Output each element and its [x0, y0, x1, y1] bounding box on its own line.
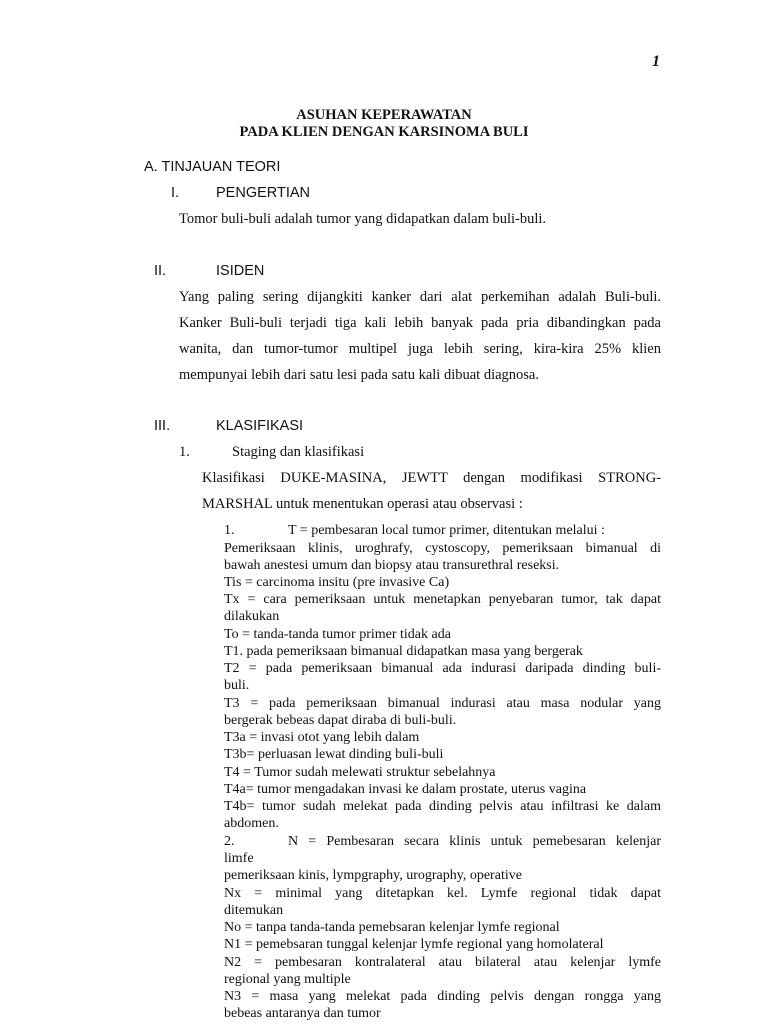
- section-2-line: wanita, dan tumor-tumor multipel juga lebih sering, kira-kira 25% klien: [179, 341, 661, 357]
- section-a-heading: A. TINJAUAN TEORI: [144, 159, 281, 175]
- section-1-text: Tomor buli-buli adalah tumor yang didapatkan dalam buli-buli.: [179, 211, 547, 227]
- classification-line: Nx = minimal yang ditetapkan kel. Lymfe regional tidak dapat: [224, 886, 661, 901]
- classification-line: Tx = cara pemeriksaan untuk menetapkan penyebaran tumor, tak dapat: [224, 592, 661, 607]
- list-item-text: N = Pembesaran secara klinis untuk pemebesaran kelenjar: [288, 834, 661, 849]
- classification-line: Tis = carcinoma insitu (pre invasive Ca): [224, 575, 450, 590]
- classification-line: T3b= perluasan lewat dinding buli-buli: [224, 747, 444, 762]
- classification-line: To = tanda-tanda tumor primer tidak ada: [224, 627, 451, 642]
- list-item-number: 1.: [224, 523, 235, 538]
- classification-line: T1. pada pemeriksaan bimanual didapatkan masa yang bergerak: [224, 644, 583, 659]
- section-3-heading: KLASIFIKASI: [216, 418, 304, 434]
- subsection-number: 1.: [179, 444, 190, 460]
- classification-line: Pemeriksaan klinis, uroghrafy, cystoscopy, pemeriksaan bimanual di: [224, 541, 661, 556]
- subsection-title: Staging dan klasifikasi: [232, 444, 365, 460]
- classification-line: T4 = Tumor sudah melewati struktur sebelahnya: [224, 765, 496, 780]
- page-number: 1: [652, 53, 660, 70]
- section-2-line: Kanker Buli-buli terjadi tiga kali lebih banyak pada pria dibandingkan pada: [179, 315, 661, 331]
- classification-line: regional yang multiple: [224, 972, 351, 987]
- classification-line: N3 = masa yang melekat pada dinding pelvis dengan rongga yang: [224, 989, 661, 1004]
- section-2-line: mempunyai lebih dari satu lesi pada satu kali dibuat diagnosa.: [179, 367, 539, 383]
- list-item-1: [224, 522, 661, 539]
- classification-line: T3a = invasi otot yang lebih dalam: [224, 730, 420, 745]
- classification-line: bawah anestesi umum dan biopsy atau transurethral reseksi.: [224, 558, 560, 573]
- classification-line: dilakukan: [224, 609, 280, 624]
- classification-line: T2 = pada pemeriksaan bimanual ada indurasi daripada dinding buli-: [224, 661, 661, 676]
- title-line-1: ASUHAN KEPERAWATAN: [296, 107, 472, 123]
- list-item-text: T = pembesaran local tumor primer, ditentukan melalui :: [288, 523, 605, 538]
- section-2-line: Yang paling sering dijangkiti kanker dari alat perkemihan adalah Buli-buli.: [179, 289, 661, 305]
- classification-line: limfe: [224, 851, 254, 866]
- classification-line: bebeas antaranya dan tumor: [224, 1006, 381, 1021]
- classification-line: buli.: [224, 678, 250, 693]
- classification-line: bergerak bebeas dapat diraba di buli-buli.: [224, 713, 457, 728]
- section-3-number: III.: [154, 418, 171, 434]
- classification-line: N2 = pembesaran kontralateral atau bilateral atau kelenjar lymfe: [224, 955, 661, 970]
- classification-line: T4a= tumor mengadakan invasi ke dalam prostate, uterus vagina: [224, 782, 587, 797]
- classification-line: abdomen.: [224, 816, 279, 831]
- list-item-number: 2.: [224, 834, 235, 849]
- section-2-heading: ISIDEN: [216, 263, 265, 279]
- section-1-heading: PENGERTIAN: [216, 185, 311, 201]
- klasifikasi-intro-line: Klasifikasi DUKE-MASINA, JEWTT dengan modifikasi STRONG-: [202, 470, 661, 486]
- classification-line: N1 = pemebsaran tunggal kelenjar lymfe regional yang homolateral: [224, 937, 604, 952]
- classification-line: ditemukan: [224, 903, 284, 918]
- classification-line: T3 = pada pemeriksaan bimanual indurasi atau masa nodular yang: [224, 696, 661, 711]
- classification-line: T4b= tumor sudah melekat pada dinding pelvis atau infiltrasi ke dalam: [224, 799, 661, 814]
- klasifikasi-intro-line: MARSHAL untuk menentukan operasi atau observasi :: [202, 496, 523, 512]
- list-item-2: [224, 833, 661, 850]
- section-1-number: I.: [171, 185, 180, 201]
- classification-line: No = tanpa tanda-tanda pemebsaran kelenjar lymfe regional: [224, 920, 560, 935]
- classification-line: pemeriksaan kinis, lympgraphy, urography, operative: [224, 868, 522, 883]
- title-line-2: PADA KLIEN DENGAN KARSINOMA BULI: [239, 124, 529, 140]
- section-2-number: II.: [154, 263, 167, 279]
